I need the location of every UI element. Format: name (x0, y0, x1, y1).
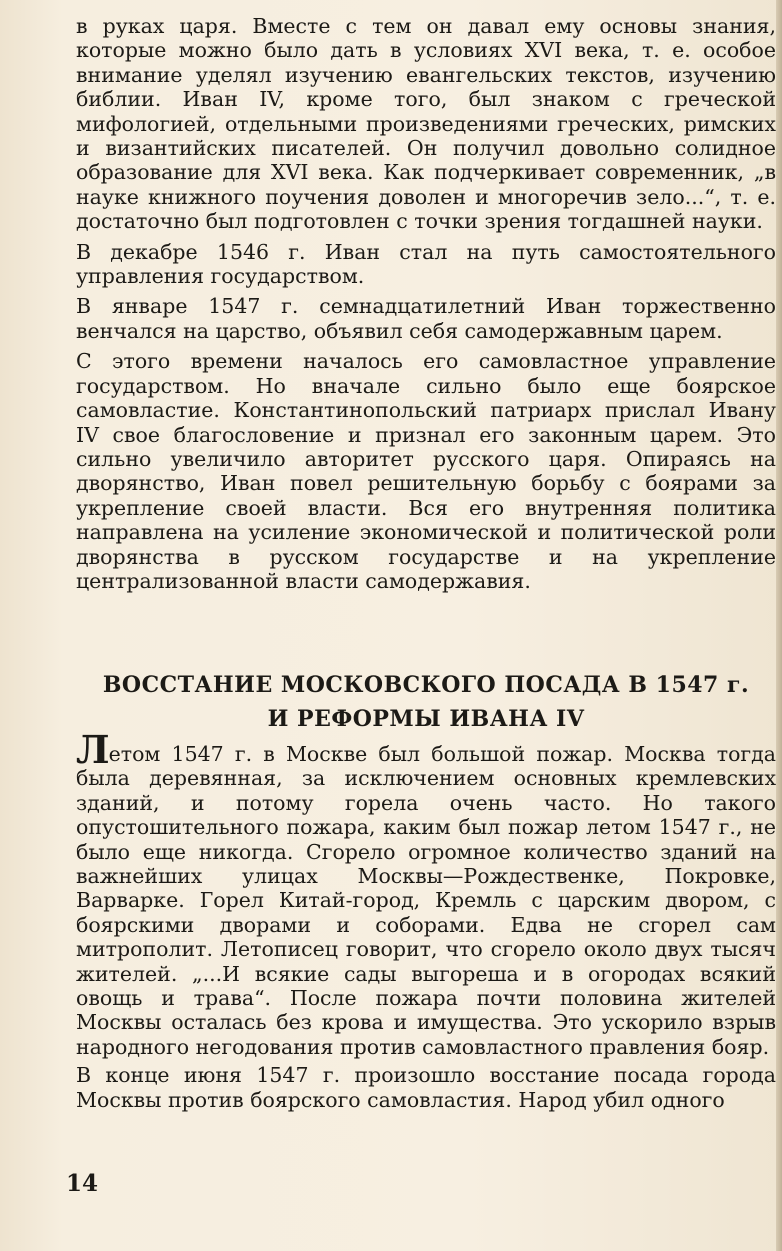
text-section-lower (76, 727, 776, 1112)
paragraph (76, 727, 776, 1059)
text-section-upper (76, 14, 776, 593)
heading-line: И РЕФОРМЫ ИВАНА IV (267, 706, 585, 732)
section-heading (76, 668, 776, 736)
drop-cap: Л (76, 727, 109, 772)
heading-line: ВОССТАНИЕ МОСКОВСКОГО ПОСАДА В 1547 г. (102, 672, 750, 698)
paragraph-text: етом 1547 г. в Москве был большой пожар. Москва тогда была деревянная, за исключением основных кремлевских зданий, и потому горела очень часто. Но такого опустошительного пожара, каким был пожар летом 1547 г., не было еще никогда. Сгорело огромное количество зданий на важнейших улицах Москвы—Рождественке, Покровке, Варварке. Горел Китай-город, Кремль с царским двором, с боярскими дворами и соборами. Едва не сгорел сам митрополит. Летописец говорит, что сгорело около двух тысяч жителей. „...И всякие сады выгореша и в огородах всякий овощь и трава“. После пожара почти половина жителей Москвы осталась без крова и имущества. Это ускорило взрыв народного негодования против самовластного правления бояр. (76, 742, 776, 1059)
page-edge (776, 0, 782, 1251)
paragraph: В декабре 1546 г. Иван стал на путь самостоятельного управления государством. (76, 239, 776, 289)
paragraph: в руках царя. Вместе с тем он давал ему основы знания, которые можно было дать в условиях XVI века, т. е. особое внимание уделял изучению евангельских текстов, изучению библии. Иван IV, кроме того, был знаком с греческой мифологией, отдельными произведениями греческих, римских и византийских писателей. Он получил довольно солидное образование для XVI века. Как подчеркивает современник, „в науке книжного поучения доволен и многоречив зело...“, т. е. достаточно был подготовлен с точки зрения тогдашней науки. (76, 14, 776, 234)
paragraph: В январе 1547 г. семнадцатилетний Иван торжественно венчался на царство, объявил себя самодержавным царем. (76, 294, 776, 343)
paragraph: В конце июня 1547 г. произошло восстание посада города Москвы против боярского самовластия. Народ убил одного (76, 1063, 776, 1112)
paragraph: С этого времени началось его самовластное управление государством. Но вначале сильно было еще боярское самовластие. Константинопольский патриарх прислал Ивану IV свое благословение и признал его законным царем. Это сильно увеличило авторитет русского царя. Опираясь на дворянство, Иван повел решительную борьбу с боярами за укрепление своей власти. Вся его внутренняя политика направлена на усиление экономической и политической роли дворянства в русском государстве и на укрепление централизованной власти самодержавия. (76, 349, 776, 593)
page-number: 14 (66, 1170, 99, 1197)
